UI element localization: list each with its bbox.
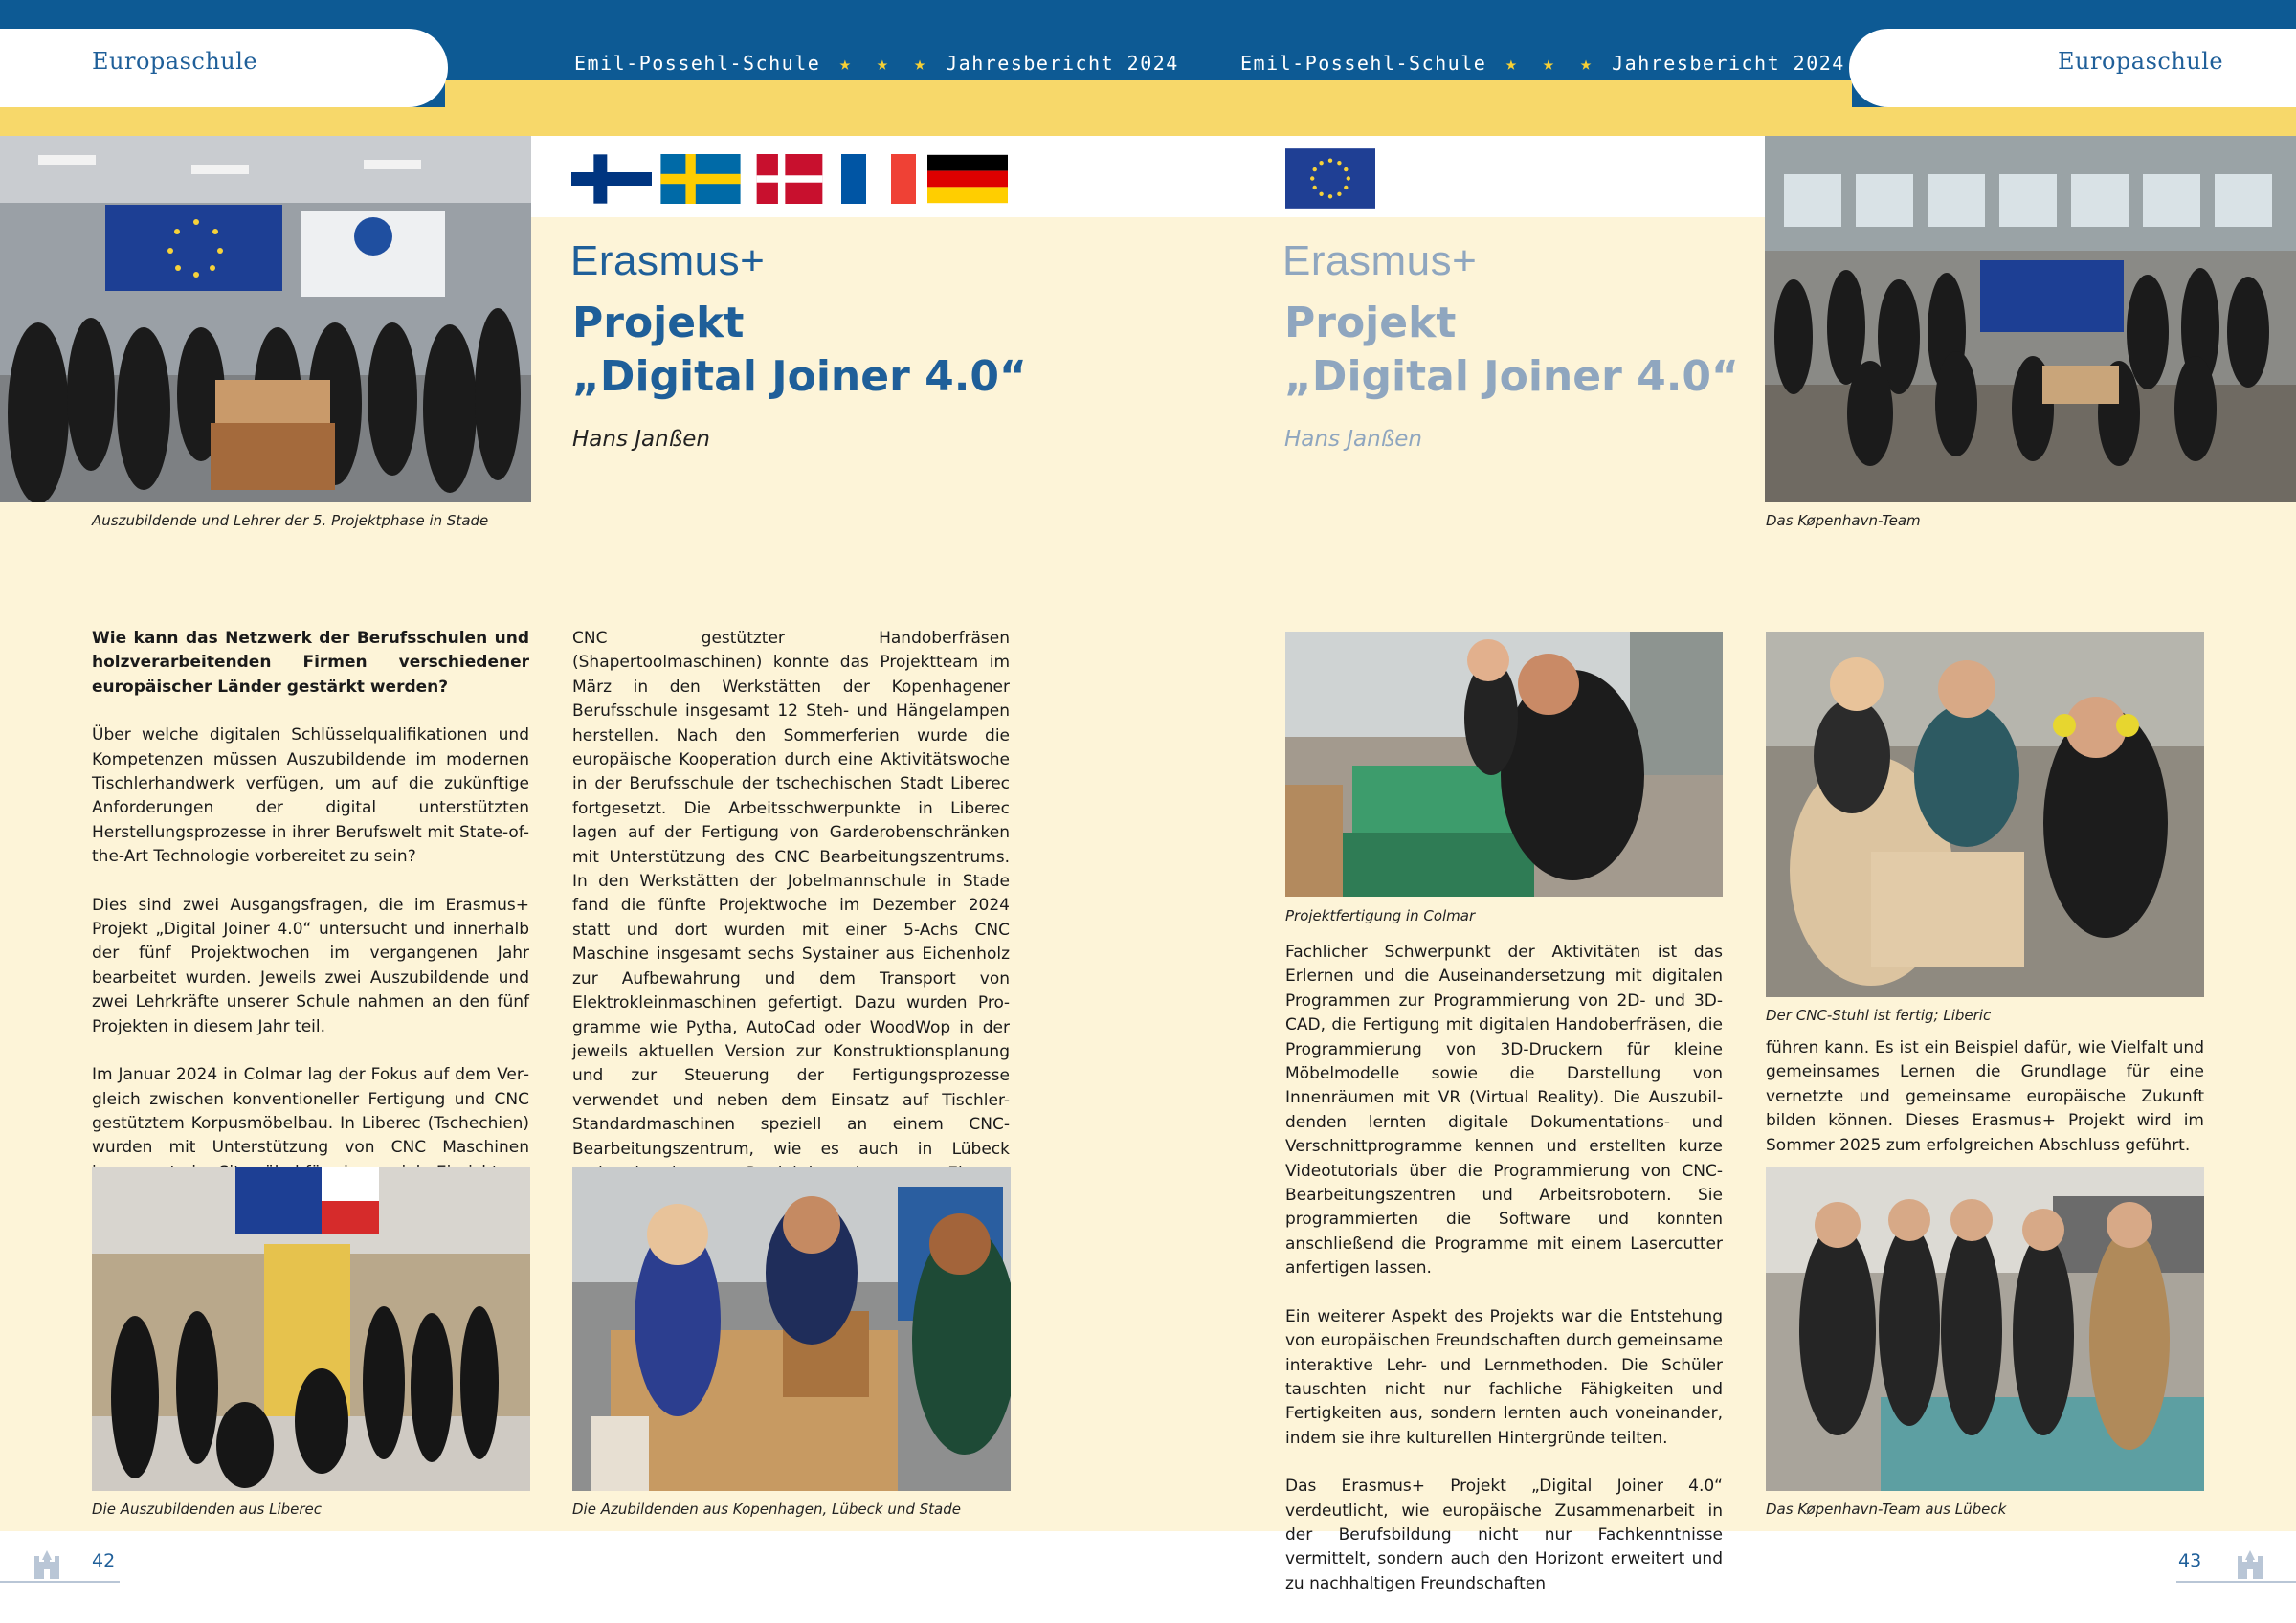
sweden-flag-icon (660, 154, 741, 204)
star-icon: ★ (1505, 52, 1519, 75)
photo-colmar-production (1285, 632, 1723, 897)
finland-flag-icon (571, 154, 652, 204)
footer-rule-right (2176, 1581, 2296, 1583)
erasmus-logo-right: Erasmus+ (1282, 237, 1478, 284)
title-line2: „Digital Joiner 4.0“ (1284, 352, 1739, 401)
running-header-right (1240, 52, 1845, 75)
photo-copenhagen-team (1765, 136, 2296, 502)
page-number-right: 43 (2178, 1550, 2202, 1571)
author-left: Hans Janßen (572, 427, 710, 452)
running-school-left: Emil-Possehl-Schule (574, 52, 821, 75)
paragraph: Ein weiterer Aspekt des Projekts war die Entstehung von europäischen Freundschaften durch gemeinsame interaktive Lehr- und Lernmethoden. Die Schüler tauschten nicht nur fachliche Fähigkeiten und Fertigkeiten aus, sondern lernten auch voneinander, indem sie ihre kulturellen Hintergründe teilten. (1285, 1306, 1723, 1448)
eu-flag-icon (1285, 148, 1375, 209)
caption-copenhagen: Das Køpenhavn-Team (1766, 512, 1921, 529)
running-header-left (574, 52, 1179, 75)
article-title-right (1284, 297, 1739, 404)
star-icon: ★ (876, 52, 890, 75)
section-label-left: Europaschule (92, 48, 258, 75)
text-column-2 (572, 627, 1010, 1259)
photo-stade-group (0, 136, 531, 502)
eu-flag-strip-background (1148, 136, 1766, 217)
header-yellow-band (0, 107, 2296, 136)
photo-cnc-chair (1766, 632, 2204, 997)
header-yellow-strip (445, 80, 1852, 109)
header-top-bar (0, 0, 2296, 27)
page-number-left: 42 (92, 1550, 116, 1571)
running-report-right: Jahresbericht 2024 (1612, 52, 1845, 75)
photo-liberec-apprentices (92, 1167, 530, 1491)
castle-icon (31, 1548, 63, 1581)
paragraph: CNC gestützter Handoberfräsen (Shapertoolmaschinen) konnte das Projektteam im März in den Werkstätten der Kopenhagener Berufsschule insgesamt 12 Steh- und Hängelampen herstellen. Nach den Sommerferien wurde die europäische Kooperation durch eine Aktivitätswoche in der Berufsschule der tschechischen Stadt Liberec fortgesetzt. Die Arbeitsschwerpunkte in Liberec lagen auf der Fertigung von Garderobenschränken mit Unterstützung des CNC Bearbeitungszentrums. In den Werkstätten der Jobelmannschule in Stade fand die fünfte Projektwoche im Dezember 2024 statt und dort wurden mit einer 5-Achs CNC Maschine insgesamt sechs Systainer aus Eichenholz zur Aufbewahrung und dem Transport von Elektrokleinmaschinen gefertigt. Dazu wurden Programme wie Pytha, AutoCad oder WoodWop in der jeweils aktuellen Version zur Konstruktionsplanung und zur Steuerung der Fertigungsprozesse verwendet und neben dem Einsatz auf Tischler-Standardmaschinen speziell an einem CNC-Bearbeitungszentrum, wie es auch in Lübeck (572, 629, 1010, 1159)
text-column-4 (1766, 1036, 2204, 1158)
text-column-1 (92, 627, 529, 1210)
caption-copenhagen-luebeck: Das Køpenhavn-Team aus Lübeck (1766, 1501, 2007, 1518)
running-report-left: Jahresbericht 2024 (946, 52, 1179, 75)
paragraph: Im Januar 2024 in Colmar lag der Fokus auf dem Vergleich zwischen konventioneller Fertigung und CNC gestütztem Korpusmöbelbau. In Liberec (Tschechien) wurden mit Unterstützung von CNC Maschinen (92, 1065, 529, 1158)
author-right: Hans Janßen (1284, 427, 1422, 452)
star-icon: ★ (838, 52, 853, 75)
paragraph: Dies sind zwei Ausgangsfragen, die im Erasmus+ Projekt „Digital Joiner 4.0“ untersucht und innerhalb der fünf Projektwochen im vergangenen Jahr bearbeitet wurden. Jeweils zwei Auszubildende und zwei Lehrkräfte unserer Schule nahmen an den fünf Projekten in diesem Jahr teil. (92, 895, 529, 1036)
photo-workshop-apprentices (572, 1167, 1011, 1491)
article-title-left (572, 297, 1027, 404)
title-line1: Projekt (1284, 299, 1457, 347)
germany-flag-icon (927, 154, 1008, 204)
paragraph: führen kann. Es ist ein Beispiel dafür, wie Vielfalt und gemeinsames Lernen die Grundlage für eine vernetzte und gemeinsame europäische Zukunft bilden können. Dieses Erasmus+ Projekt wird im Sommer 2025 zum erfolgreichen Abschluss geführt. (1766, 1038, 2204, 1155)
caption-stade: Auszubildende und Lehrer der 5. Projektphase in Stade (92, 512, 489, 529)
star-icon: ★ (1580, 52, 1594, 75)
star-icon: ★ (914, 52, 927, 75)
lead-question: Wie kann das Netzwerk der Berufsschulen und holzverarbeitenden Firmen verschiedener europäischer Länder gestärkt werden? (92, 629, 529, 697)
photo-copenhagen-luebeck (1766, 1167, 2204, 1491)
caption-workshop: Die Azubildenden aus Kopenhagen, Lübeck und Stade (572, 1501, 961, 1518)
paragraph: Über welche digitalen Schlüsselqualifikationen und Kompetenzen müssen Auszubildende im modernen Tischlerhandwerk verfügen, um auf die zukünftige Anforderungen der digital unterstützten Herstellungsprozesse in ihrer Berufswelt mit State-of-the-Art Technologie vorbereitet zu sein? (92, 725, 529, 867)
footer-rule-left (0, 1581, 120, 1583)
castle-icon (2234, 1548, 2266, 1581)
caption-colmar: Projektfertigung in Colmar (1285, 907, 1476, 924)
text-column-3 (1285, 941, 1723, 1596)
denmark-flag-icon (749, 154, 830, 204)
erasmus-logo-left: Erasmus+ (570, 237, 766, 284)
star-icon: ★ (1542, 52, 1556, 75)
caption-cnc-chair: Der CNC-Stuhl ist fertig; Liberic (1766, 1007, 1992, 1024)
caption-liberec: Die Auszubildenden aus Liberec (92, 1501, 323, 1518)
section-label-right: Europaschule (2058, 48, 2224, 75)
paragraph: Fachlicher Schwerpunkt der Aktivitäten ist das Erlernen und die Auseinandersetzung mit digitalen Programmen zur Programmierung von 2D- und 3D-CAD, die Fertigung mit digitalen Handoberfräsen, die Programmierung von 3D-Druckern für kleine Möbelmodelle sowie die Darstellung von Innenräumen mit VR (Virtual Reality). Die Auszubildenden lernten digitale Dokumentations- und Verschnittprogramme kennen und erstellten kurze Videotutorials über die Programmierung von CNC-Bearbeitungszentren und Arbeitsrobotern. Sie programmierten die Software und konnten anschließend die Programme mit einem Lasercutter anfertigen lassen. (1285, 943, 1723, 1278)
france-flag-icon (838, 154, 919, 204)
title-line2: „Digital Joiner 4.0“ (572, 352, 1027, 401)
paragraph: Das Erasmus+ Projekt „Digital Joiner 4.0“ verdeutlicht, wie europäische Zusammenarbeit in der Berufsbildung nicht nur Fachkenntnisse vermittelt, sondern auch den Horizont erweitert und zu nachhaltigen Freundschaften (1285, 1477, 1723, 1593)
running-school-right: Emil-Possehl-Schule (1240, 52, 1487, 75)
title-line1: Projekt (572, 299, 745, 347)
